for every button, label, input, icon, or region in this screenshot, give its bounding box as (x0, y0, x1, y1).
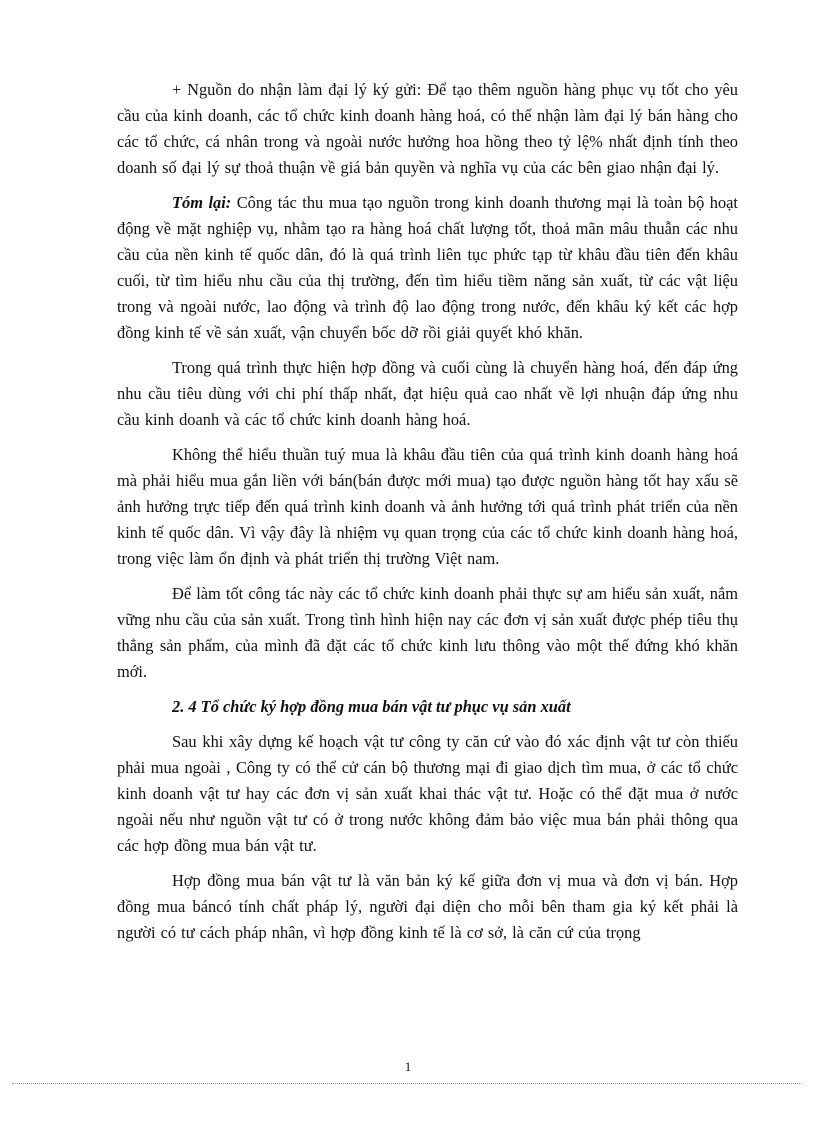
paragraph-text: Sau khi xây dựng kế hoạch vật tư công ty căn cứ vào đó xác định vật tư còn thiếu phải mua ngoài , Công ty có thể cử cán bộ thương mại đi giao dịch tìm mua, ở các tổ chức kinh doanh vật tư hay các đơn vị sản xuất khai thác vật tư. Hoặc có thể đặt mua ở nước ngoài nếu như nguồn vật tư có ở trong nước không đảm bảo việc mua bán phải thông qua các hợp đồng mua bán vật tư. (117, 732, 738, 855)
paragraph-material-planning (117, 729, 738, 859)
paragraph-text: + Nguồn do nhận làm đại lý ký gửi: Để tạo thêm nguồn hàng phục vụ tốt cho yêu cầu của kinh doanh, các tổ chức kinh doanh hàng hoá, có thể nhận làm đại lý bán hàng cho các tổ chức, cá nhân trong và ngoài nước hưởng hoa hồng theo tỷ lệ% nhất định tính theo doanh số đại lý sự thoả thuận về giá bản quyền và nghĩa vụ của các bên giao nhận đại lý. (117, 80, 738, 177)
paragraph-summary (117, 190, 738, 346)
paragraph-consignment-source (117, 77, 738, 181)
section-heading: 2. 4 Tổ chức ký hợp đồng mua bán vật tư phục vụ sản xuất (172, 697, 571, 716)
paragraph-text: Hợp đồng mua bán vật tư là văn bản ký kế giữa đơn vị mua và đơn vị bán. Hợp đồng mua báncó tính chất pháp lý, người đại diện cho mỗi bên tham gia ký kết phải là người có tư cách pháp nhân, vì hợp đồng kinh tế là cơ sở, là căn cứ của trọng (117, 871, 738, 942)
paragraph-production-knowledge (117, 581, 738, 685)
page-number: 1 (404, 1059, 412, 1074)
footer-divider (12, 1083, 802, 1084)
document-body (117, 77, 738, 955)
paragraph-text: Không thể hiểu thuần tuý mua là khâu đầu tiên của quá trình kinh doanh hàng hoá mà phải hiểu mua gắn liền với bán(bán được mới mua) tạo được nguồn hàng tốt hay xấu sẽ ảnh hưởng trực tiếp đến quá trình kinh doanh và ảnh hưởng tới quá trình phát triển của nền kinh tế quốc dân. Vì vậy đây là nhiệm vụ quan trọng của các tổ chức kinh doanh hàng hoá, trong việc làm ổn định và phát triển thị trường Việt nam. (117, 445, 738, 568)
paragraph-text: Để làm tốt công tác này các tổ chức kinh doanh phải thực sự am hiểu sản xuất, nắm vững nhu cầu của sản xuất. Trong tình hình hiện nay các đơn vị sản xuất được phép tiêu thụ thẳng sản phẩm, của mình đã đặt các tổ chức kinh lưu thông vào một thế đứng khó khăn mới. (117, 584, 738, 681)
paragraph-text: Trong quá trình thực hiện hợp đồng và cuối cùng là chuyển hàng hoá, đến đáp ứng nhu cầu tiêu dùng với chi phí thấp nhất, đạt hiệu quả cao nhất về lợi nhuận đáp ứng nhu cầu kinh doanh và các tổ chức kinh doanh hàng hoá. (117, 358, 738, 429)
paragraph-contract-execution (117, 355, 738, 433)
paragraph-purchase-understanding (117, 442, 738, 572)
paragraph-contract-definition (117, 868, 738, 946)
paragraph-text: Công tác thu mua tạo nguồn trong kinh doanh thương mại là toàn bộ hoạt động về mặt nghiệp vụ, nhằm tạo ra hàng hoá chất lượng tốt, thoả mãn mâu thuẫn các nhu cầu của nền kinh tế quốc dân, đó là quá trình liên tục phức tạp từ khâu đầu tiên đến khâu cuối, từ tìm hiểu nhu cầu của thị trường, đến tìm hiểu tiềm năng sản xuất, từ các vật liệu trong và ngoài nước, lao động và trình độ lao động trong nước, đến khâu ký kết các hợp đồng kinh tế về sản xuất, vận chuyển bốc dỡ rồi giải quyết khó khăn. (117, 193, 738, 342)
summary-lead: Tóm lại: (172, 193, 232, 212)
